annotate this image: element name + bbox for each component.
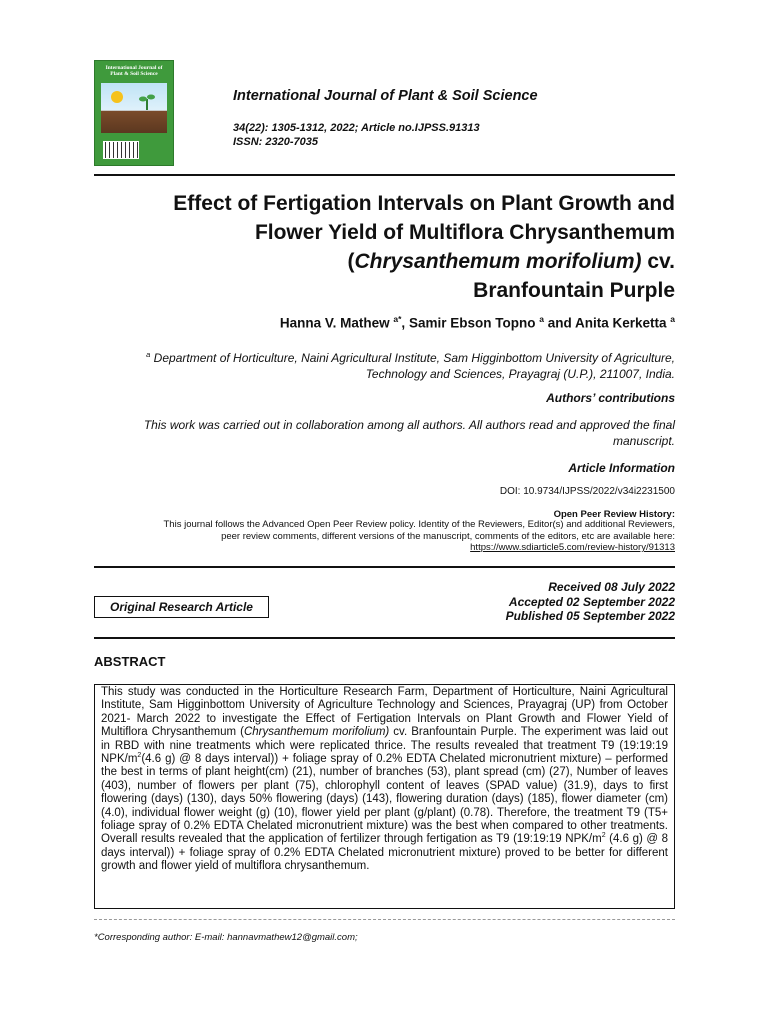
- published-date: Published 05 September 2022: [505, 609, 675, 623]
- abstract-text-3: (4.6 g) @ 8 days interval)) + foliage spray of 0.2% EDTA Chelated micronutrient mixture) – performed the best in terms of plant height(cm) (21), number of branches (53), plant spread (cm) (27), Number of leaves (403), number of flowers per plant (75), chlorophyll content of leaves (SPAD value) (31.9), days to first flowering (days) (130), days 50% flowering (days) (143), flowering duration (days) (185), flower diameter (cm) (4.0), individual flower weight (g) (10), flower yield per plant (g/plant) (0.78). Therefore, the treatment T9 (T5+ foliage spray of 0.2% EDTA Chelated micronutrient mixture) was the best when compared to other treatments. Overall results revealed that the application of fertilizer through fertigation as T9 (19:19:19 NPK/m: [101, 753, 668, 846]
- abstract-heading: ABSTRACT: [94, 654, 166, 669]
- peer-review-line-1: This journal follows the Advanced Open Peer Review policy. Identity of the Reviewers, Editor(s) and additional Reviewers,: [163, 519, 675, 530]
- received-date: Received 08 July 2022: [548, 580, 675, 594]
- title-line-2: Flower Yield of Multiflora Chrysanthemum: [254, 221, 675, 244]
- abstract-superscript: 2: [137, 752, 142, 760]
- affiliation-marker: a: [146, 350, 151, 359]
- abstract-species: Chrysanthemum morifolium): [243, 726, 390, 739]
- seedling-icon: [137, 91, 157, 111]
- author-list: [95, 314, 675, 331]
- author-2: Samir Ebson Topno: [408, 315, 536, 331]
- article-title: [95, 189, 675, 305]
- volume-article-line: 34(22): 1305-1312, 2022; Article no.IJPSS.91313: [233, 122, 480, 134]
- header-rule: [94, 174, 675, 176]
- peer-review-text: [75, 519, 675, 554]
- contributions-line-1: This work was carried out in collaboration among all authors. All authors read and approved the final: [143, 418, 675, 432]
- author-separator: ,: [401, 315, 409, 331]
- author-1: Hanna V. Mathew: [279, 315, 390, 331]
- journal-name: International Journal of Plant & Soil Science: [233, 88, 538, 104]
- abstract-superscript: 2: [601, 832, 606, 840]
- title-line-3: [95, 247, 675, 276]
- review-history-link[interactable]: https://www.sdiarticle5.com/review-history/91313: [470, 542, 675, 553]
- author-1-affil: a*: [393, 314, 402, 324]
- cover-illustration: [101, 83, 167, 133]
- barcode-icon: [103, 141, 139, 159]
- contributions-heading: Authors’ contributions: [546, 391, 675, 405]
- dates-rule: [94, 637, 675, 639]
- affiliation-line-1: [95, 347, 675, 367]
- corresponding-author-footnote: *Corresponding author: E-mail: hannavmathew12@gmail.com;: [94, 932, 358, 943]
- contributions-text: [95, 418, 675, 449]
- author-3-affil: a: [670, 314, 675, 324]
- article-type-badge: Original Research Article: [94, 596, 269, 618]
- affiliation-line-2: Technology and Sciences, Prayagraj (U.P.), 211007, India.: [365, 366, 675, 381]
- abstract-box: [94, 684, 675, 909]
- info-rule: [94, 566, 675, 568]
- author-3: Anita Kerketta: [574, 315, 667, 331]
- contributions-line-2: manuscript.: [612, 433, 675, 448]
- doi-text: DOI: 10.9734/IJPSS/2022/v34i2231500: [499, 486, 675, 497]
- author-2-affil: a: [539, 314, 544, 324]
- peer-review-line-2: peer review comments, different versions of the manuscript, comments of the editors, etc are available here:: [221, 530, 675, 542]
- title-paren: (: [347, 250, 355, 273]
- journal-cover-image: [94, 60, 174, 166]
- affiliation-text: Department of Horticulture, Naini Agricultural Institute, Sam Higginbottom University of Agriculture,: [150, 351, 675, 365]
- issn-line: ISSN: 2320-7035: [233, 135, 318, 148]
- cover-title: International Journal of Plant & Soil Science: [105, 65, 163, 77]
- title-line-4: Branfountain Purple: [473, 279, 675, 302]
- affiliation: [95, 347, 675, 382]
- sun-icon: [111, 91, 123, 103]
- abstract-text-1: This study was conducted in the Horticulture Research Farm, Department of Horticulture, Naini Agricultural Institute, Sam Higginbottom University of Agriculture Technology and Sciences, Prayagraj (UP) from October 2021- March 2022 to investigate the Effect of Fertigation Intervals on Plant Growth and Flower Yield of Multiflora Chrysanthemum (: [101, 686, 668, 739]
- journal-reference: [233, 122, 480, 149]
- title-species: Chrysanthemum morifolium): [354, 250, 642, 273]
- title-line-1: Effect of Fertigation Intervals on Plant Growth and: [173, 192, 675, 215]
- abstract-text-2: cv. Branfountain Purple. The experiment was laid out in RBD with nine treatments which were replicated thrice. The results revealed that treatment T9 (19:19:19 NPK/m: [101, 726, 669, 766]
- accepted-date: Accepted 02 September 2022: [508, 594, 675, 609]
- author-separator: and: [543, 315, 575, 331]
- abstract-text-4: (4.6 g) @ 8 days interval)) + foliage spray of 0.2% EDTA Chelated micronutrient mixture) proved to be better for different growth and flower yield of multiflora chrysanthemum.: [101, 833, 668, 873]
- title-cv: cv.: [641, 250, 675, 273]
- peer-review-heading: Open Peer Review History:: [553, 509, 675, 520]
- footnote-divider: [94, 919, 675, 920]
- article-info-heading: Article Information: [568, 461, 675, 475]
- publication-dates: [506, 580, 675, 624]
